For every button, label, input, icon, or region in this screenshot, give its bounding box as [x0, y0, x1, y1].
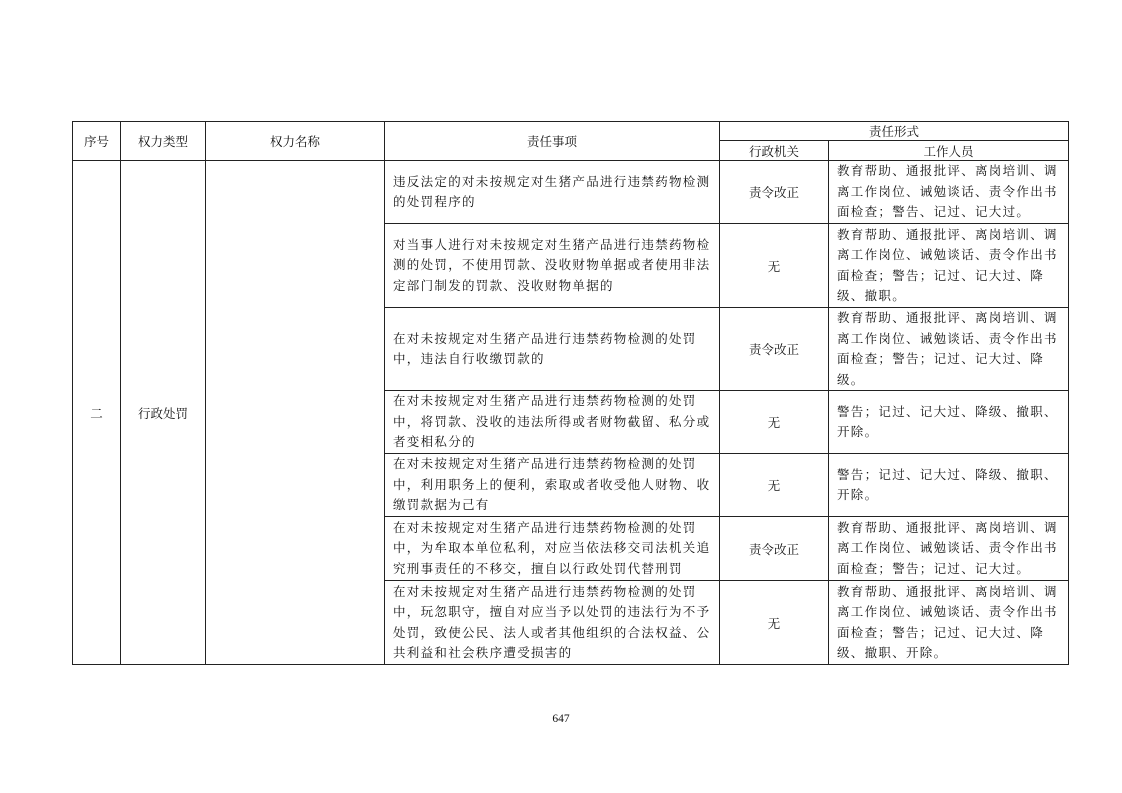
responsibility-item-cell: 对当事人进行对未按规定对生猪产品进行违禁药物检测的处罚，不使用罚款、没收财物单据或者使用非法定部门制发的罚款、没收财物单据的 — [385, 224, 720, 308]
staff-cell: 警告；记过、记大过、降级、撤职、开除。 — [829, 454, 1069, 517]
header-staff: 工作人员 — [829, 141, 1069, 161]
responsibility-item-cell: 在对未按规定对生猪产品进行违禁药物检测的处罚中，利用职务上的便利，索取或者收受他人财物、收缴罚款据为己有 — [385, 454, 720, 517]
responsibility-item-cell: 在对未按规定对生猪产品进行违禁药物检测的处罚中，将罚款、没收的违法所得或者财物截留、私分或者变相私分的 — [385, 391, 720, 454]
staff-cell: 警告；记过、记大过、降级、撤职、开除。 — [829, 391, 1069, 454]
responsibility-item-cell: 在对未按规定对生猪产品进行违禁药物检测的处罚中，违法自行收缴罚款的 — [385, 308, 720, 391]
responsibility-item-cell: 违反法定的对未按规定对生猪产品进行违禁药物检测的处罚程序的 — [385, 161, 720, 224]
staff-cell: 教育帮助、通报批评、离岗培训、调离工作岗位、诫勉谈话、责令作出书面检查；警告、记过、记大过。 — [829, 161, 1069, 224]
group-seq-cell: 二 — [73, 161, 121, 665]
admin-organ-cell: 无 — [720, 224, 829, 308]
admin-organ-cell: 责令改正 — [720, 308, 829, 391]
header-power-type: 权力类型 — [121, 122, 206, 161]
group-power-type-cell: 行政处罚 — [121, 161, 206, 665]
responsibility-item-cell: 在对未按规定对生猪产品进行违禁药物检测的处罚中，为牟取本单位私利，对应当依法移交司法机关追究刑事责任的不移交，擅自以行政处罚代替刑罚 — [385, 517, 720, 581]
staff-cell: 教育帮助、通报批评、离岗培训、调离工作岗位、诫勉谈话、责令作出书面检查；警告；记过、记大过、降级、撤职。 — [829, 224, 1069, 308]
page-number: 647 — [552, 713, 570, 725]
responsibility-table — [72, 121, 1069, 665]
admin-organ-cell: 无 — [720, 454, 829, 517]
admin-organ-cell: 无 — [720, 391, 829, 454]
admin-organ-cell: 责令改正 — [720, 517, 829, 581]
header-power-name: 权力名称 — [206, 122, 385, 161]
staff-cell: 教育帮助、通报批评、离岗培训、调离工作岗位、诫勉谈话、责令作出书面检查；警告；记过、记大过。 — [829, 517, 1069, 581]
header-admin-organ: 行政机关 — [720, 141, 829, 161]
header-seq: 序号 — [73, 122, 121, 161]
admin-organ-cell: 无 — [720, 581, 829, 665]
admin-organ-cell: 责令改正 — [720, 161, 829, 224]
responsibility-item-cell: 在对未按规定对生猪产品进行违禁药物检测的处罚中，玩忽职守，擅自对应当予以处罚的违法行为不予处罚，致使公民、法人或者其他组织的合法权益、公共利益和社会秩序遭受损害的 — [385, 581, 720, 665]
header-responsibility-form: 责任形式 — [720, 122, 1069, 141]
table-row — [73, 161, 1069, 224]
header-row-top — [73, 122, 1069, 141]
header-responsibility-item: 责任事项 — [385, 122, 720, 161]
staff-cell: 教育帮助、通报批评、离岗培训、调离工作岗位、诫勉谈话、责令作出书面检查；警告；记过、记大过、降级。 — [829, 308, 1069, 391]
group-power-name-cell — [206, 161, 385, 665]
staff-cell: 教育帮助、通报批评、离岗培训、调离工作岗位、诫勉谈话、责令作出书面检查；警告；记过、记大过、降级、撤职、开除。 — [829, 581, 1069, 665]
